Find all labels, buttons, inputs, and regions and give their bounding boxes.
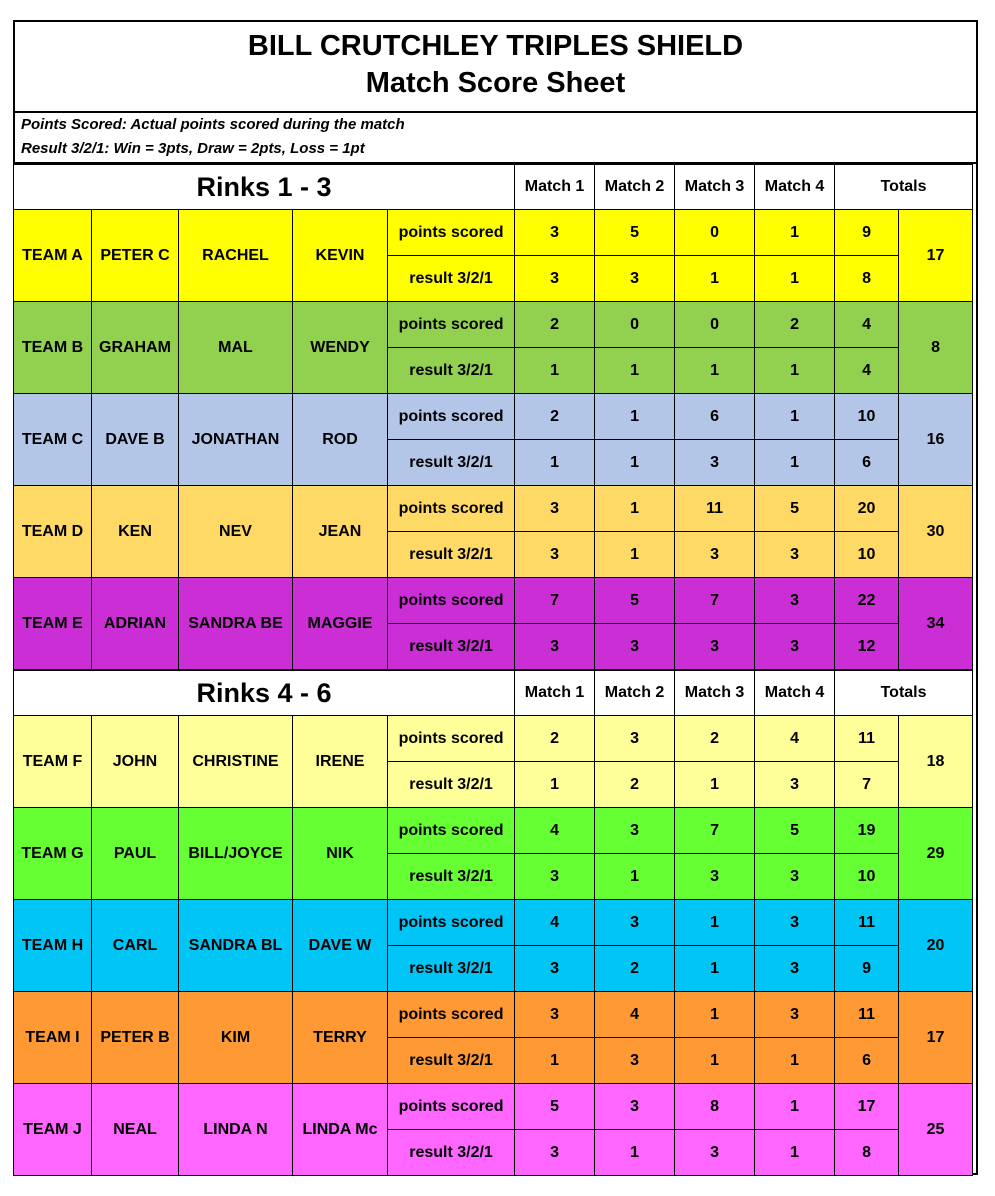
note-points-scored: Points Scored: Actual points scored during the match	[21, 116, 405, 133]
player-name: JOHN	[92, 716, 179, 808]
match-header: Match 1	[515, 165, 595, 210]
result-label: result 3/2/1	[388, 946, 515, 992]
section-header-row	[14, 165, 973, 210]
points-value: 3	[595, 900, 675, 946]
result-value: 1	[515, 348, 595, 394]
player-name: WENDY	[293, 302, 388, 394]
notes-box	[13, 111, 978, 164]
points-scored-label: points scored	[388, 578, 515, 624]
points-value: 3	[515, 992, 595, 1038]
result-value: 3	[595, 624, 675, 670]
team-name: TEAM D	[14, 486, 92, 578]
team-points-row	[14, 486, 973, 532]
result-label: result 3/2/1	[388, 440, 515, 486]
points-value: 5	[755, 808, 835, 854]
result-total: 8	[835, 1130, 899, 1176]
points-total: 20	[835, 486, 899, 532]
player-name: PAUL	[92, 808, 179, 900]
section-header-row	[14, 671, 973, 716]
points-value: 2	[515, 302, 595, 348]
team-name: TEAM A	[14, 210, 92, 302]
result-total: 8	[835, 256, 899, 302]
points-value: 5	[595, 578, 675, 624]
points-total: 17	[835, 1084, 899, 1130]
points-total: 4	[835, 302, 899, 348]
points-value: 3	[755, 578, 835, 624]
player-name: NEAL	[92, 1084, 179, 1176]
result-value: 1	[755, 1130, 835, 1176]
points-value: 7	[675, 808, 755, 854]
points-total: 22	[835, 578, 899, 624]
points-total: 11	[835, 716, 899, 762]
points-total: 9	[835, 210, 899, 256]
points-value: 11	[675, 486, 755, 532]
team-name: TEAM J	[14, 1084, 92, 1176]
points-value: 7	[675, 578, 755, 624]
result-label: result 3/2/1	[388, 348, 515, 394]
points-value: 1	[595, 486, 675, 532]
player-name: CHRISTINE	[179, 716, 293, 808]
grand-total: 17	[899, 210, 973, 302]
result-value: 3	[755, 854, 835, 900]
team-points-row	[14, 716, 973, 762]
points-value: 1	[755, 394, 835, 440]
match-header: Match 2	[595, 165, 675, 210]
result-value: 3	[675, 1130, 755, 1176]
result-value: 3	[515, 946, 595, 992]
result-value: 2	[595, 762, 675, 808]
team-points-row	[14, 1084, 973, 1130]
points-value: 6	[675, 394, 755, 440]
points-total: 19	[835, 808, 899, 854]
result-value: 1	[595, 854, 675, 900]
points-scored-label: points scored	[388, 210, 515, 256]
sheet-subtitle: Match Score Sheet	[365, 67, 626, 99]
points-total: 11	[835, 992, 899, 1038]
grand-total: 16	[899, 394, 973, 486]
rinks-heading: Rinks 1 - 3	[14, 165, 515, 210]
result-value: 1	[755, 256, 835, 302]
points-scored-label: points scored	[388, 486, 515, 532]
match-header: Match 3	[675, 165, 755, 210]
result-value: 3	[675, 532, 755, 578]
player-name: LINDA N	[179, 1084, 293, 1176]
points-value: 8	[675, 1084, 755, 1130]
points-value: 2	[755, 302, 835, 348]
points-scored-label: points scored	[388, 900, 515, 946]
player-name: KEVIN	[293, 210, 388, 302]
grand-total: 29	[899, 808, 973, 900]
grand-total: 30	[899, 486, 973, 578]
player-name: ADRIAN	[92, 578, 179, 670]
points-value: 4	[595, 992, 675, 1038]
team-name: TEAM E	[14, 578, 92, 670]
result-value: 3	[675, 440, 755, 486]
team-points-row	[14, 394, 973, 440]
result-value: 1	[595, 1130, 675, 1176]
player-name: IRENE	[293, 716, 388, 808]
team-name: TEAM B	[14, 302, 92, 394]
totals-header: Totals	[835, 671, 973, 716]
result-value: 3	[675, 854, 755, 900]
player-name: CARL	[92, 900, 179, 992]
points-scored-label: points scored	[388, 808, 515, 854]
grand-total: 17	[899, 992, 973, 1084]
result-value: 1	[675, 762, 755, 808]
player-name: PETER B	[92, 992, 179, 1084]
result-total: 4	[835, 348, 899, 394]
result-label: result 3/2/1	[388, 762, 515, 808]
team-points-row	[14, 992, 973, 1038]
player-name: PETER C	[92, 210, 179, 302]
player-name: DAVE W	[293, 900, 388, 992]
player-name: JEAN	[293, 486, 388, 578]
result-value: 2	[595, 946, 675, 992]
team-name: TEAM C	[14, 394, 92, 486]
points-value: 0	[595, 302, 675, 348]
result-value: 1	[675, 946, 755, 992]
points-value: 0	[675, 302, 755, 348]
title-box	[13, 20, 978, 113]
result-label: result 3/2/1	[388, 1038, 515, 1084]
result-value: 3	[675, 624, 755, 670]
team-points-row	[14, 808, 973, 854]
result-value: 1	[755, 348, 835, 394]
player-name: BILL/JOYCE	[179, 808, 293, 900]
grand-total: 34	[899, 578, 973, 670]
result-value: 1	[675, 348, 755, 394]
result-value: 3	[755, 762, 835, 808]
result-label: result 3/2/1	[388, 624, 515, 670]
result-value: 1	[595, 532, 675, 578]
result-label: result 3/2/1	[388, 854, 515, 900]
result-total: 12	[835, 624, 899, 670]
player-name: SANDRA BL	[179, 900, 293, 992]
points-scored-label: points scored	[388, 1084, 515, 1130]
rinks-heading: Rinks 4 - 6	[14, 671, 515, 716]
note-result-scoring: Result 3/2/1: Win = 3pts, Draw = 2pts, Loss = 1pt	[21, 140, 365, 157]
player-name: KIM	[179, 992, 293, 1084]
grand-total: 18	[899, 716, 973, 808]
result-value: 3	[515, 1130, 595, 1176]
points-value: 0	[675, 210, 755, 256]
grand-total: 8	[899, 302, 973, 394]
player-name: KEN	[92, 486, 179, 578]
points-value: 2	[515, 394, 595, 440]
points-value: 4	[755, 716, 835, 762]
player-name: NEV	[179, 486, 293, 578]
points-value: 4	[515, 808, 595, 854]
match-header: Match 3	[675, 671, 755, 716]
points-value: 5	[515, 1084, 595, 1130]
points-total: 10	[835, 394, 899, 440]
points-value: 5	[755, 486, 835, 532]
result-value: 3	[515, 532, 595, 578]
points-total: 11	[835, 900, 899, 946]
player-name: GRAHAM	[92, 302, 179, 394]
points-value: 1	[595, 394, 675, 440]
result-total: 10	[835, 532, 899, 578]
player-name: NIK	[293, 808, 388, 900]
result-label: result 3/2/1	[388, 1130, 515, 1176]
result-value: 3	[595, 1038, 675, 1084]
points-value: 1	[675, 992, 755, 1038]
points-scored-label: points scored	[388, 394, 515, 440]
result-value: 1	[595, 348, 675, 394]
player-name: JONATHAN	[179, 394, 293, 486]
result-value: 3	[515, 854, 595, 900]
points-value: 2	[675, 716, 755, 762]
result-value: 1	[515, 762, 595, 808]
team-name: TEAM G	[14, 808, 92, 900]
team-points-row	[14, 578, 973, 624]
points-scored-label: points scored	[388, 716, 515, 762]
result-total: 6	[835, 1038, 899, 1084]
sheet-title: BILL CRUTCHLEY TRIPLES SHIELD	[247, 30, 744, 62]
points-value: 3	[595, 1084, 675, 1130]
result-value: 1	[515, 1038, 595, 1084]
points-scored-label: points scored	[388, 992, 515, 1038]
match-header: Match 2	[595, 671, 675, 716]
team-name: TEAM I	[14, 992, 92, 1084]
result-value: 3	[515, 624, 595, 670]
result-total: 9	[835, 946, 899, 992]
player-name: MAL	[179, 302, 293, 394]
points-value: 4	[515, 900, 595, 946]
points-value: 1	[755, 1084, 835, 1130]
player-name: SANDRA BE	[179, 578, 293, 670]
result-value: 3	[515, 256, 595, 302]
result-value: 3	[755, 624, 835, 670]
points-value: 2	[515, 716, 595, 762]
result-label: result 3/2/1	[388, 532, 515, 578]
points-value: 3	[515, 486, 595, 532]
team-points-row	[14, 900, 973, 946]
points-value: 3	[595, 716, 675, 762]
result-value: 3	[755, 946, 835, 992]
player-name: DAVE B	[92, 394, 179, 486]
result-total: 6	[835, 440, 899, 486]
grand-total: 25	[899, 1084, 973, 1176]
totals-header: Totals	[835, 165, 973, 210]
result-value: 3	[595, 256, 675, 302]
points-value: 1	[755, 210, 835, 256]
result-value: 3	[755, 532, 835, 578]
points-value: 1	[675, 900, 755, 946]
team-name: TEAM H	[14, 900, 92, 992]
match-header: Match 1	[515, 671, 595, 716]
result-value: 1	[515, 440, 595, 486]
points-value: 3	[755, 992, 835, 1038]
points-value: 7	[515, 578, 595, 624]
points-value: 3	[595, 808, 675, 854]
team-name: TEAM F	[14, 716, 92, 808]
result-value: 1	[675, 1038, 755, 1084]
result-label: result 3/2/1	[388, 256, 515, 302]
player-name: RACHEL	[179, 210, 293, 302]
points-value: 3	[515, 210, 595, 256]
match-header: Match 4	[755, 165, 835, 210]
player-name: TERRY	[293, 992, 388, 1084]
points-scored-label: points scored	[388, 302, 515, 348]
result-total: 7	[835, 762, 899, 808]
result-value: 1	[755, 1038, 835, 1084]
grand-total: 20	[899, 900, 973, 992]
points-value: 5	[595, 210, 675, 256]
match-header: Match 4	[755, 671, 835, 716]
section-table-2	[13, 670, 973, 1176]
team-points-row	[14, 210, 973, 256]
result-value: 1	[595, 440, 675, 486]
result-value: 1	[675, 256, 755, 302]
result-total: 10	[835, 854, 899, 900]
player-name: LINDA Mc	[293, 1084, 388, 1176]
team-points-row	[14, 302, 973, 348]
points-value: 3	[755, 900, 835, 946]
result-value: 1	[755, 440, 835, 486]
player-name: MAGGIE	[293, 578, 388, 670]
player-name: ROD	[293, 394, 388, 486]
section-table-1	[13, 164, 973, 670]
